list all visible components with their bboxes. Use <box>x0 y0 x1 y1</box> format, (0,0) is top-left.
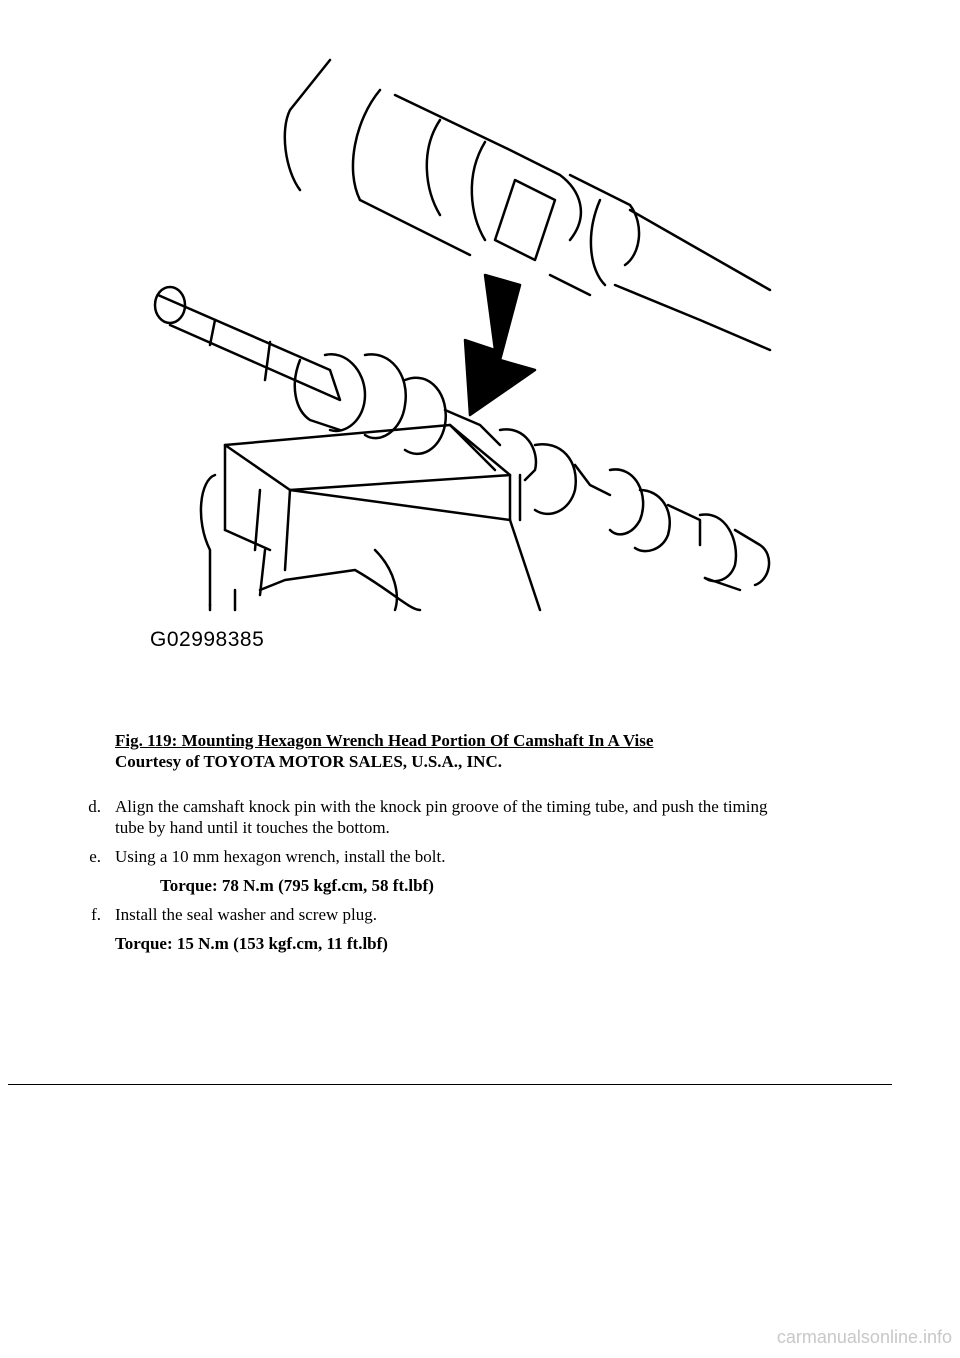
figure-id-label: G02998385 <box>150 628 265 651</box>
step-text: Using a 10 mm hexagon wrench, install the bolt. <box>115 847 446 866</box>
torque-spec: Torque: 15 N.m (153 kgf.cm, 11 ft.lbf) <box>115 934 388 953</box>
step-e <box>75 846 875 868</box>
step-marker: e. <box>89 847 101 866</box>
step-d <box>75 796 875 840</box>
step-text <box>115 796 768 838</box>
torque-spec: Torque: 78 N.m (795 kgf.cm, 58 ft.lbf) <box>160 876 434 895</box>
figure-caption-title: Fig. 119: Mounting Hexagon Wrench Head Portion Of Camshaft In A Vise <box>115 731 654 750</box>
page-divider <box>8 1084 892 1085</box>
figure-caption-credit: Courtesy of TOYOTA MOTOR SALES, U.S.A., INC. <box>115 752 502 771</box>
step-marker: f. <box>91 905 101 924</box>
step-text: Install the seal washer and screw plug. <box>115 905 377 924</box>
insertion-arrow <box>465 275 535 415</box>
site-watermark: carmanualsonline.info <box>776 1327 952 1347</box>
upper-camshaft <box>285 60 770 350</box>
camshaft-vise-illustration <box>140 50 780 660</box>
vise <box>201 425 540 610</box>
step-line: Align the camshaft knock pin with the knock pin groove of the timing tube, and push the timing <box>115 797 768 816</box>
step-marker: d. <box>88 797 101 816</box>
step-line: tube by hand until it touches the bottom. <box>115 818 390 837</box>
step-f <box>75 904 875 926</box>
